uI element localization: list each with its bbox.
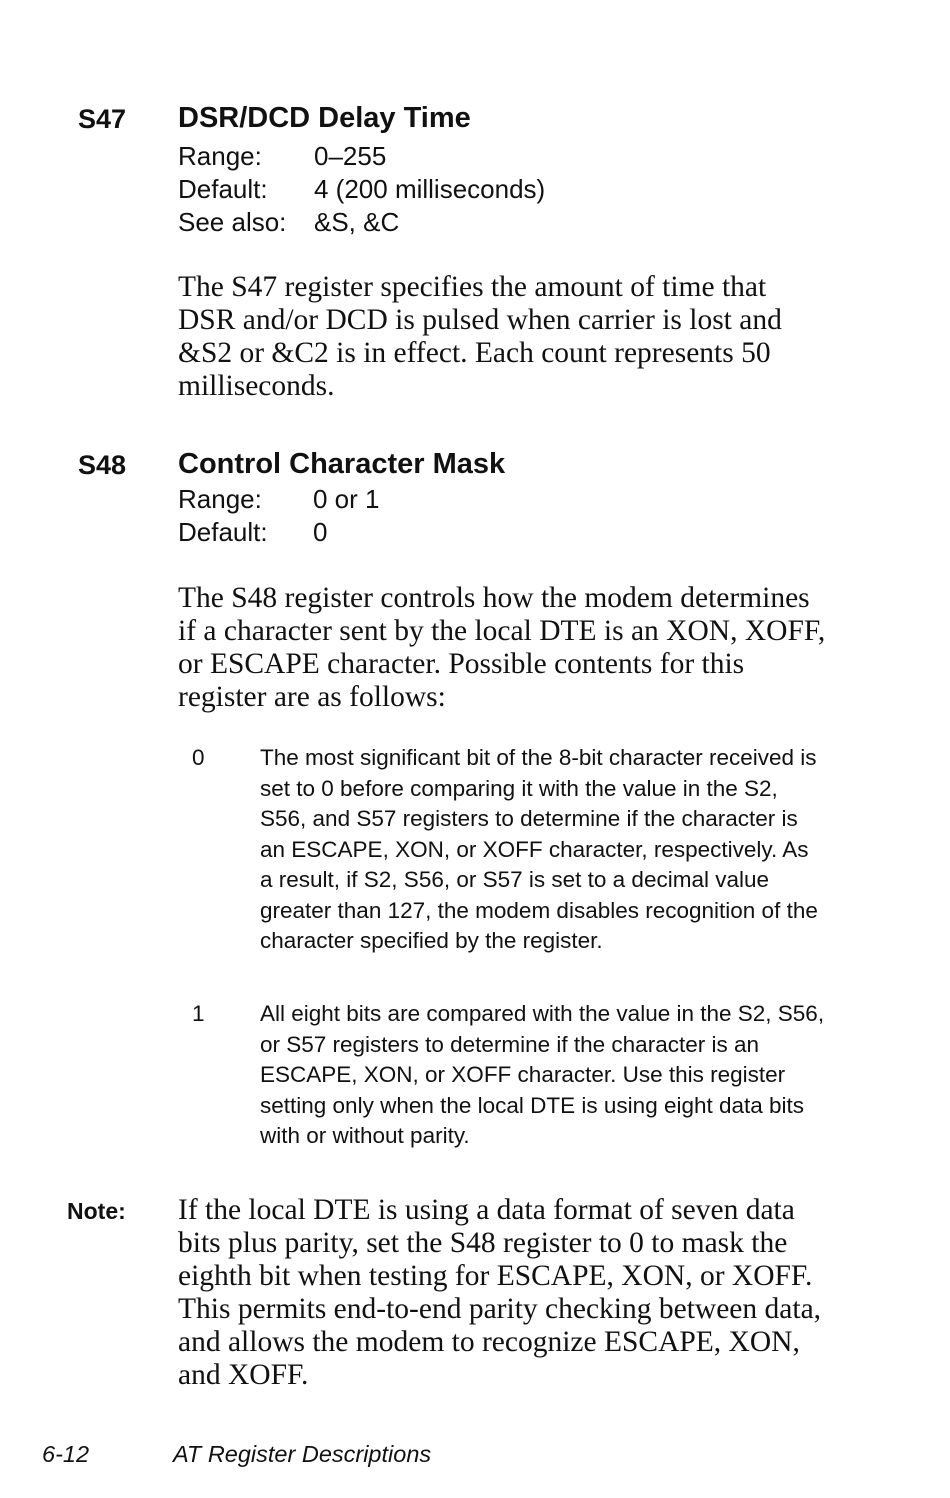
param-value: 4 (200 milliseconds) [314, 174, 546, 204]
note-label: Note: [67, 1198, 126, 1224]
param-label: Range: [178, 484, 262, 514]
register-description-s48: The S48 register controls how the modem determines if a character sent by the local DTE is an XON, XOFF, or ESCAPE character. Possible contents for this register are as follows: [178, 582, 826, 713]
param-label: Range: [178, 141, 262, 171]
option-key: 1 [192, 1001, 205, 1026]
register-id-s48: S48 [78, 450, 127, 480]
register-params-s48 [178, 483, 380, 549]
param-label: Default: [178, 174, 268, 204]
param-label: See also: [178, 207, 287, 237]
register-params-s47 [178, 140, 545, 239]
param-default [178, 173, 545, 206]
section-title: AT Register Descriptions [173, 1441, 432, 1467]
param-label: Default: [178, 517, 268, 547]
register-title-s48: Control Character Mask [178, 448, 506, 480]
register-id-s47: S47 [78, 104, 127, 134]
param-range [178, 140, 545, 173]
page-number: 6-12 [42, 1441, 90, 1467]
option-description: All eight bits are compared with the value in the S2, S56, or S57 registers to determine if the character is an ESCAPE, XON, or XOFF character. Use this register setting only when the local DTE is using eight data bits with or without parity. [260, 1001, 825, 1148]
note-text: If the local DTE is using a data format of seven data bits plus parity, set the S48 register to 0 to mask the eighth bit when testing for ESCAPE, XON, or XOFF. This permits end-to-end parity checking between data, and allows the modem to recognize ESCAPE, XON, and XOFF. [178, 1194, 822, 1391]
option-key: 0 [192, 745, 205, 770]
param-value: &S, &C [314, 207, 400, 237]
option-description: The most significant bit of the 8-bit character received is set to 0 before comparing it with the value in the S2, S56, and S57 registers to determine if the character is an ESCAPE, XON, or XOFF character, respectively. As a result, if S2, S56, or S57 is set to a decimal value greater than 127, the modem disables recognition of the character specified by the register. [260, 745, 818, 953]
register-description-s47: The S47 register specifies the amount of time that DSR and/or DCD is pulsed when carrier is lost and &S2 or &C2 is in effect. Each count represents 50 milliseconds. [178, 271, 782, 402]
register-title-s47: DSR/DCD Delay Time [178, 102, 471, 134]
param-default [178, 516, 380, 549]
param-range [178, 483, 380, 516]
param-value: 0 or 1 [313, 484, 380, 514]
param-see-also [178, 206, 545, 239]
param-value: 0 [313, 517, 328, 547]
param-value: 0–255 [314, 141, 387, 171]
